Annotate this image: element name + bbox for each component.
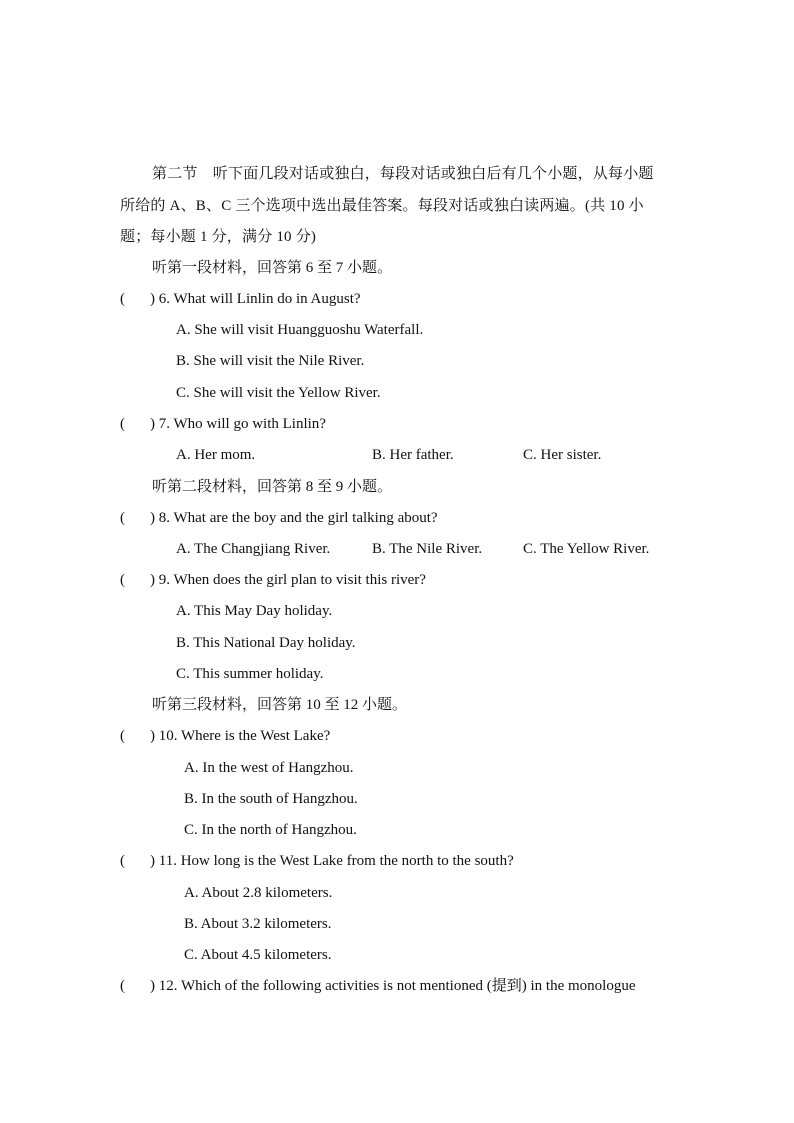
question-10-option-b: B. In the south of Hangzhou. [184, 791, 358, 807]
question-6-option-c: C. She will visit the Yellow River. [176, 385, 381, 401]
question-7-option-a: A. Her mom. [176, 447, 256, 463]
section-intro-line-1: 第二节 听下面几段对话或独白，每段对话或独白后有几个小题，从每小题 [152, 166, 654, 182]
question-9-option-a: A. This May Day holiday. [176, 603, 333, 619]
question-11-stem: ) 11. How long is the West Lake from the north to the south? [150, 853, 514, 869]
question-9-option-b: B. This National Day holiday. [176, 635, 356, 651]
section-intro-line-3: 题；每小题 1 分，满分 10 分) [120, 229, 317, 245]
question-9-option-c: C. This summer holiday. [176, 666, 324, 682]
question-11-option-c: C. About 4.5 kilometers. [184, 947, 332, 963]
material-3-instruction: 听第三段材料，回答第 10 至 12 小题。 [152, 697, 408, 713]
question-6-stem: ) 6. What will Linlin do in August? [150, 291, 361, 307]
question-8-option-c: C. The Yellow River. [523, 541, 650, 557]
material-1-instruction: 听第一段材料，回答第 6 至 7 小题。 [152, 260, 393, 276]
answer-paren: ( [120, 978, 125, 994]
question-8-option-b: B. The Nile River. [372, 541, 483, 557]
answer-paren: ( [120, 853, 125, 869]
question-12-stem: ) 12. Which of the following activities is not mentioned (提到) in the monologue [150, 978, 636, 994]
question-6-option-a: A. She will visit Huangguoshu Waterfall. [176, 322, 424, 338]
question-7-option-c: C. Her sister. [523, 447, 602, 463]
question-8-option-a: A. The Changjiang River. [176, 541, 331, 557]
question-7-option-b: B. Her father. [372, 447, 454, 463]
question-6-option-b: B. She will visit the Nile River. [176, 353, 365, 369]
question-11-option-b: B. About 3.2 kilometers. [184, 916, 332, 932]
question-8-stem: ) 8. What are the boy and the girl talking about? [150, 510, 438, 526]
answer-paren: ( [120, 291, 125, 307]
answer-paren: ( [120, 510, 125, 526]
question-10-option-c: C. In the north of Hangzhou. [184, 822, 357, 838]
question-10-option-a: A. In the west of Hangzhou. [184, 760, 354, 776]
answer-paren: ( [120, 572, 125, 588]
question-10-stem: ) 10. Where is the West Lake? [150, 728, 331, 744]
question-9-stem: ) 9. When does the girl plan to visit this river? [150, 572, 426, 588]
answer-paren: ( [120, 416, 125, 432]
material-2-instruction: 听第二段材料，回答第 8 至 9 小题。 [152, 479, 393, 495]
answer-paren: ( [120, 728, 125, 744]
question-7-stem: ) 7. Who will go with Linlin? [150, 416, 326, 432]
section-intro-line-2: 所给的 A、B、C 三个选项中选出最佳答案。每段对话或独白读两遍。(共 10 小 [120, 198, 644, 214]
question-11-option-a: A. About 2.8 kilometers. [184, 885, 333, 901]
